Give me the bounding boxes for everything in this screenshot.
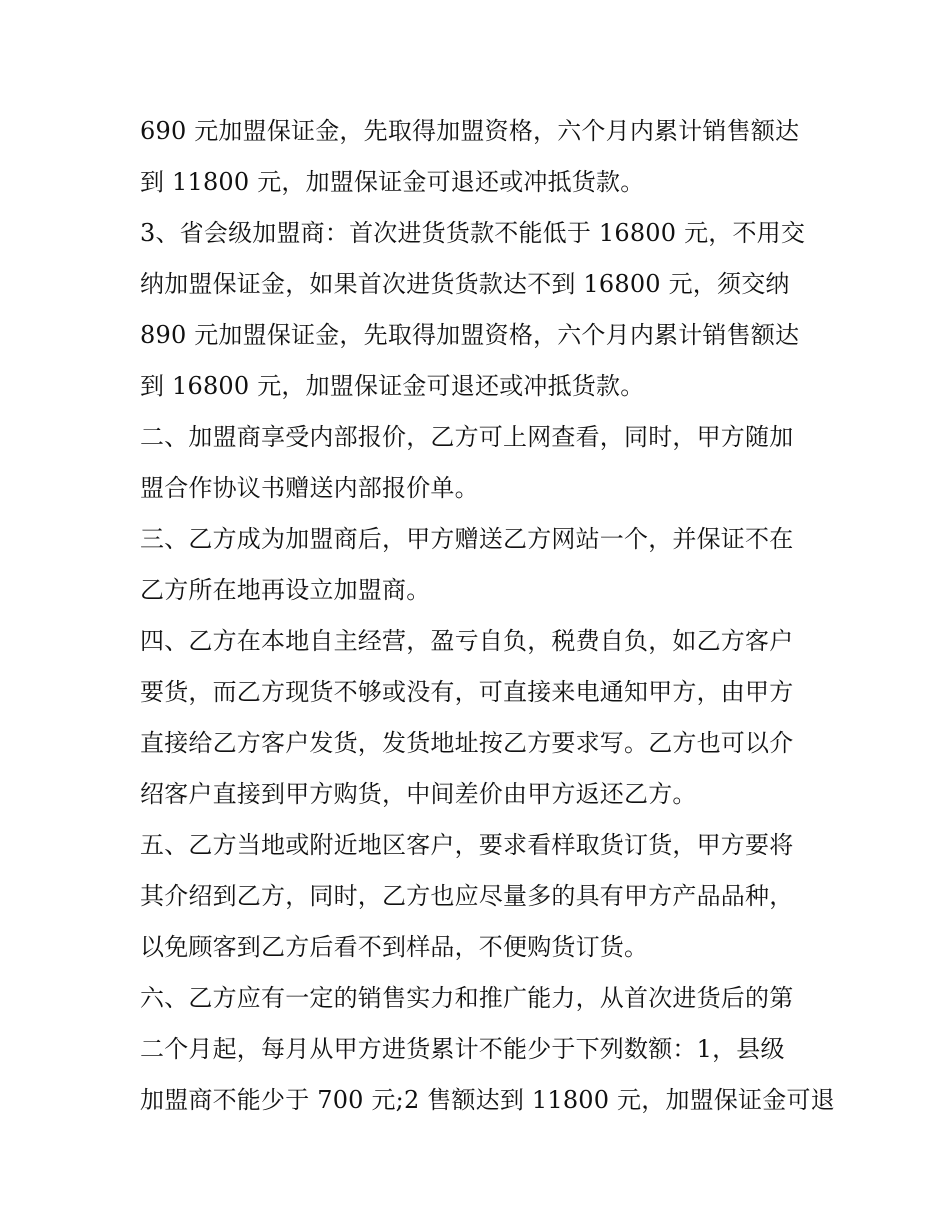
text-line: 3、省会级加盟商：首次进货货款不能低于 16800 元，不用交 [140, 219, 806, 247]
text-line: 乙方所在地再设立加盟商。 [140, 576, 431, 604]
text-line: 六、乙方应有一定的销售实力和推广能力，从首次进货后的第 [140, 984, 794, 1012]
document-body [140, 106, 835, 1126]
text-line: 到 16800 元，加盟保证金可退还或冲抵货款。 [140, 372, 645, 400]
text-line: 其介绍到乙方，同时，乙方也应尽量多的具有甲方产品品种， [140, 882, 794, 910]
text-line: 要货，而乙方现货不够或没有，可直接来电通知甲方，由甲方 [140, 678, 794, 706]
text-line: 到 11800 元，加盟保证金可退还或冲抵货款。 [140, 168, 645, 196]
text-line: 加盟商不能少于 700 元;2 售额达到 11800 元，加盟保证金可退 [140, 1086, 835, 1114]
text-line: 五、乙方当地或附近地区客户，要求看样取货订货，甲方要将 [140, 831, 794, 859]
text-line: 690 元加盟保证金，先取得加盟资格，六个月内累计销售额达 [140, 117, 800, 145]
text-line: 纳加盟保证金，如果首次进货货款达不到 16800 元，须交纳 [140, 270, 790, 298]
text-line: 三、乙方成为加盟商后，甲方赠送乙方网站一个，并保证不在 [140, 525, 794, 553]
text-line: 890 元加盟保证金，先取得加盟资格，六个月内累计销售额达 [140, 321, 800, 349]
text-line: 盟合作协议书赠送内部报价单。 [140, 474, 479, 502]
text-line: 四、乙方在本地自主经营，盈亏自负，税费自负，如乙方客户 [140, 627, 794, 655]
text-line: 直接给乙方客户发货，发货地址按乙方要求写。乙方也可以介 [140, 729, 794, 757]
text-line: 二、加盟商享受内部报价，乙方可上网查看，同时，甲方随加 [140, 423, 794, 451]
text-line: 绍客户直接到甲方购货，中间差价由甲方返还乙方。 [140, 780, 697, 808]
text-line: 以免顾客到乙方后看不到样品，不便购货订货。 [140, 933, 649, 961]
text-line: 二个月起，每月从甲方进货累计不能少于下列数额：1，县级 [140, 1035, 785, 1063]
